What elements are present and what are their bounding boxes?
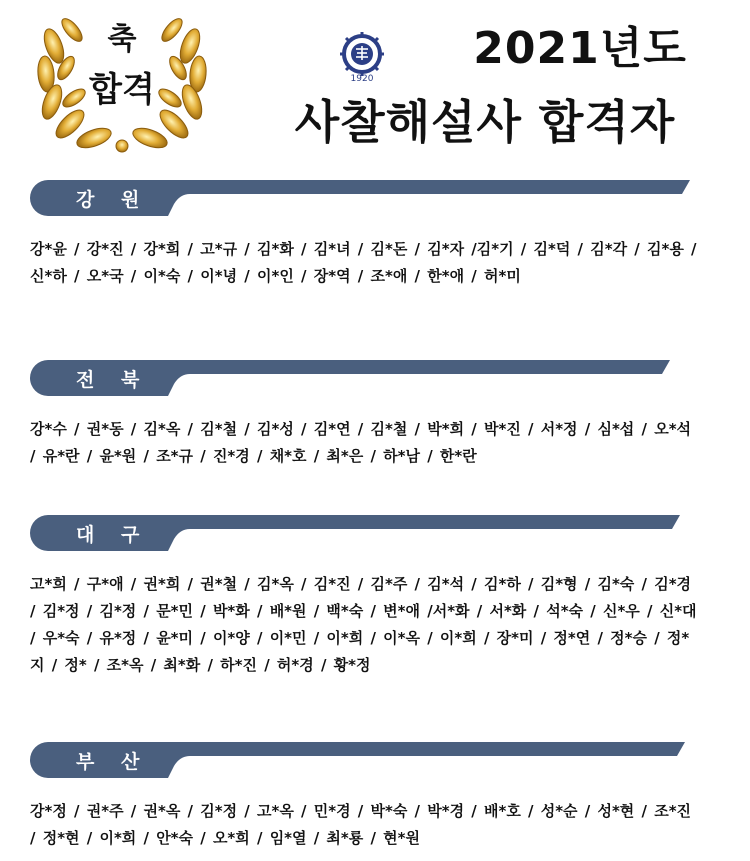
region-banner bbox=[30, 180, 720, 216]
logo-year: 1920 bbox=[350, 74, 374, 84]
region-banner bbox=[30, 360, 720, 396]
region-section bbox=[30, 515, 720, 679]
passer-names: 강*윤 / 강*진 / 강*희 / 고*규 / 김*화 / 김*녀 / 김*돈 / 김*자 /김*기 / 김*덕 / 김*각 / 김*용 / 신*하 / 오*국 / 이*숙 / 이*녕 / 이*인 / 장*역 / 조*애 / 한*애 / 허*미 bbox=[30, 240, 697, 285]
passer-names: 강*정 / 권*주 / 권*옥 / 김*정 / 고*옥 / 민*경 / 박*숙 / 박*경 / 배*호 / 성*순 / 성*현 / 조*진 / 정*현 / 이*희 / 안*숙 / 오*희 / 임*열 / 최*룡 / 현*원 bbox=[30, 802, 692, 847]
region-label: 부 산 bbox=[76, 751, 150, 773]
page-title: 사찰해설사 합격자 bbox=[294, 95, 676, 149]
region-section bbox=[30, 742, 720, 852]
passer-names: 강*수 / 권*동 / 김*옥 / 김*철 / 김*성 / 김*연 / 김*철 / 박*희 / 박*진 / 서*정 / 심*섭 / 오*석 / 유*란 / 윤*원 / 조*규 / 진*경 / 채*호 / 최*은 / 하*남 / 한*란 bbox=[30, 420, 692, 465]
region-section bbox=[30, 360, 720, 470]
title-year: 2021년도 bbox=[473, 23, 687, 74]
emblem-text-bottom: 합격 bbox=[89, 70, 155, 110]
passer-names: 고*희 / 구*애 / 권*희 / 권*철 / 김*옥 / 김*진 / 김*주 / 김*석 / 김*하 / 김*형 / 김*숙 / 김*경 / 김*정 / 김*정 / 문*민 / 박*화 / 배*원 / 백*숙 / 변*애 /서*화 / 서*화 / 석*숙 / 신*우 / 신*대 / 우*숙 / 유*정 / 윤*미 / 이*양 / 이*민 / 이*희 / 이*옥 / 이*희 / 장*미 / 정*연 / 정*승 / 정*지 / 정* / 조*옥 / 최*화 / 하*진 / 허*경 / 황*정 bbox=[30, 575, 697, 674]
region-banner bbox=[30, 515, 720, 551]
congratulations-emblem bbox=[32, 6, 212, 156]
region-section bbox=[30, 180, 720, 290]
region-label: 전 북 bbox=[76, 369, 150, 391]
organization-logo bbox=[334, 30, 390, 86]
region-label: 대 구 bbox=[76, 524, 150, 546]
region-label: 강 원 bbox=[76, 189, 150, 211]
emblem-text-top: 축 bbox=[107, 22, 137, 57]
region-banner bbox=[30, 742, 720, 778]
